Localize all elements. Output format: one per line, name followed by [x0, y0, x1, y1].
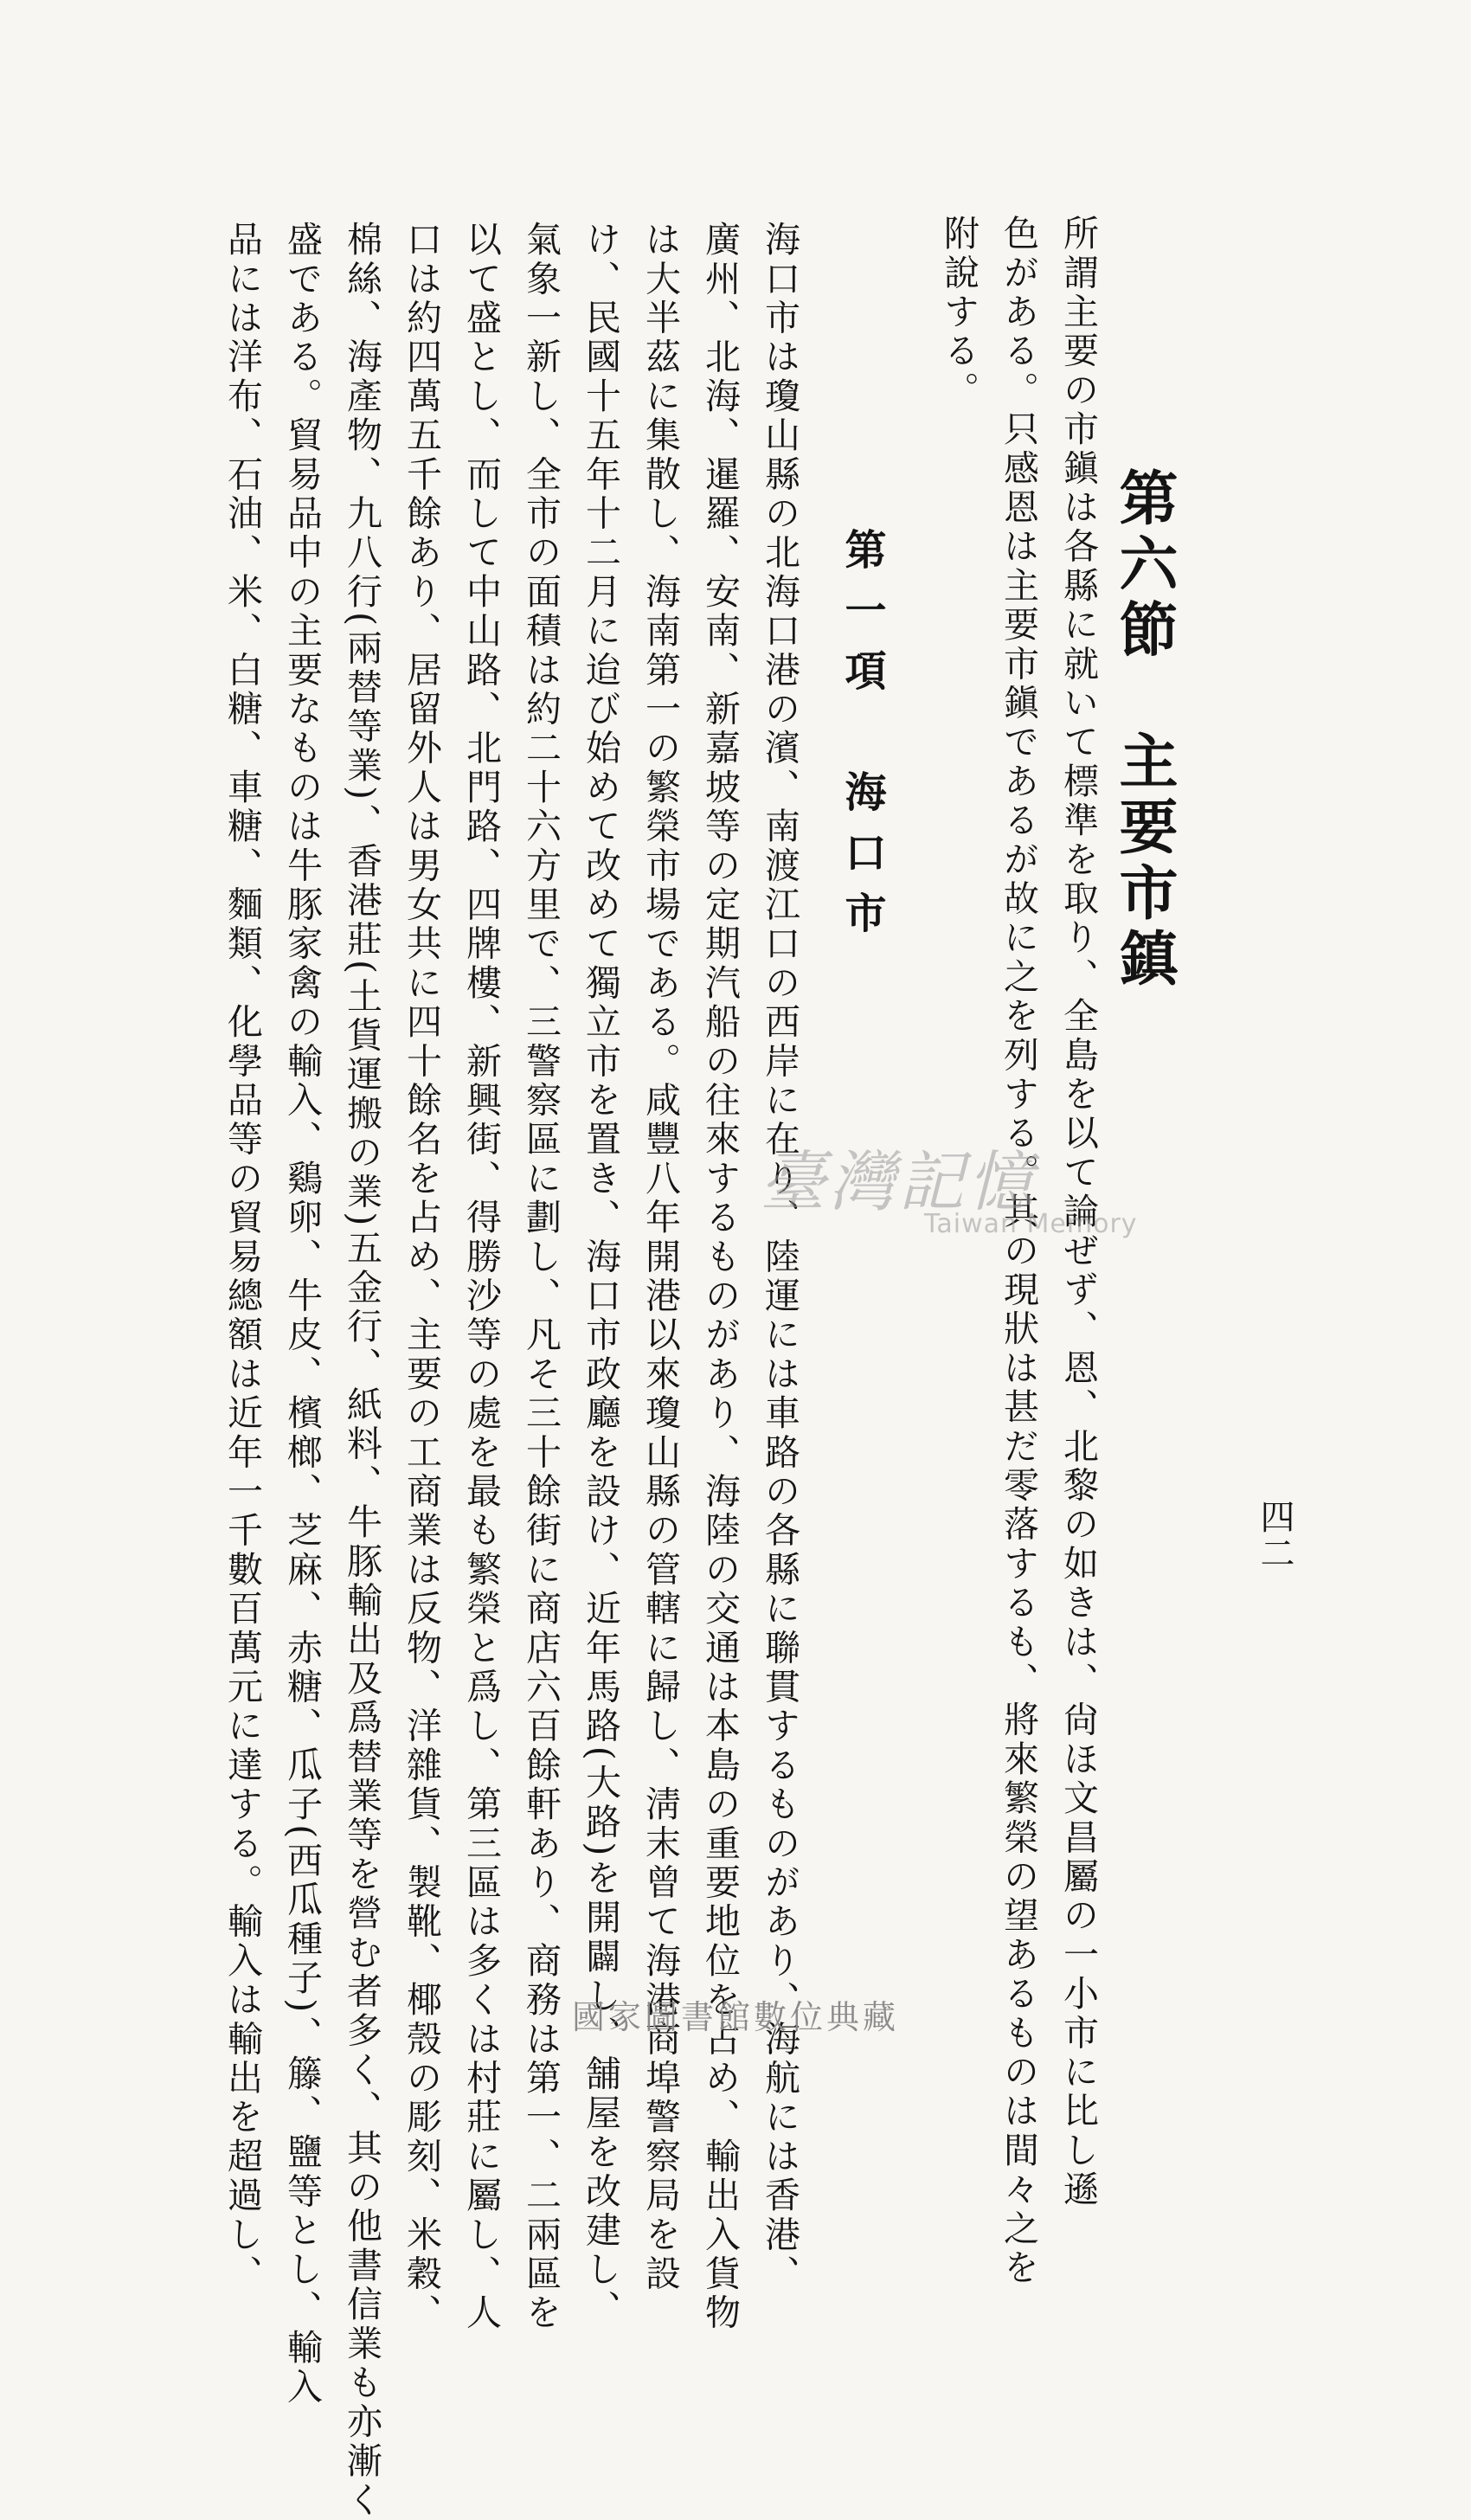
- intro-line: 色がある。只感恩は主要市鎭であるが故に之を列する。其の現狀は甚だ零落するも、將來繁榮の望あるものは間々之を: [998, 215, 1039, 2288]
- body-line: 氣象一新し、全市の面積は約二十六方里で、三警察區に劃し、凡そ三十餘街に商店六百餘軒あり、商務は第一、二兩區を: [520, 221, 562, 2333]
- subheading-haikou: 第一項 海口市: [838, 528, 886, 952]
- intro-line: 所謂主要の市鎭は各縣に就いて標準を取り、全島を以て論ぜず、恩、北黎の如きは、尙ほ文昌屬の一小市に比し遜: [1057, 215, 1099, 2210]
- body-line: 口は約四萬五千餘あり、居留外人は男女共に四十餘名を占め、主要の工商業は反物、洋雜貨、製靴、椰殼の彫刻、米穀、: [401, 221, 442, 2333]
- section-heading: 第六節 主要市鎮: [1109, 467, 1179, 993]
- page-number: 四二: [1255, 1499, 1294, 1572]
- intro-line: 附說する。: [938, 215, 980, 410]
- body-line: 海口市は瓊山縣の北海口港の濱、南渡江口の西岸に在り、陸運には車路の各縣に聯貫するものがあり、海航には香港、: [759, 221, 800, 2294]
- watermark-chinese: 臺灣記憶: [760, 1143, 1037, 1220]
- watermark-english: Taiwan Memory: [924, 1209, 1138, 1239]
- body-line: 棉絲、海產物、九八行(兩替等業)、香港莊(土貨運搬の業)五金行、紙料、牛豚輸出及爲替業等を營む者多く、其の他書信業も亦漸く: [341, 221, 382, 2520]
- body-line: 廣州、北海、暹羅、安南、新嘉坡等の定期汽船の往來するものがあり、海陸の交通は本島の重要地位を占め、輸出入貨物: [699, 221, 741, 2333]
- intro-paragraph: [917, 215, 1108, 2288]
- body-line: は大半茲に集散し、海南第一の繁榮市場である。咸豐八年開港以來瓊山縣の管轄に歸し、淸末曾て海港商埠警察局を設: [639, 221, 681, 2294]
- body-line: 盛である。貿易品中の主要なものは牛豚家禽の輸入、鷄卵、牛皮、檳榔、芝麻、赤糖、瓜子(西瓜種子)、籐、鹽等とし、輸入: [281, 221, 323, 2408]
- footer-stamp: 國家圖書館數位典藏: [571, 1998, 899, 2036]
- body-line: け、民國十五年十二月に迨び始めて改めて獨立市を置き、海口市政廳を設け、近年馬路(大路)を開闢し、舗屋を改建し、: [580, 221, 621, 2329]
- body-line: 以て盛とし、而して中山路、北門路、四牌樓、新興街、得勝沙等の處を最も繁榮と爲し、第三區は多くは村莊に屬し、人: [460, 221, 502, 2333]
- body-line: 品には洋布、石油、米、白糖、車糖、麵類、化學品等の貿易總額は近年一千數百萬元に達する。輸入は輸出を超過し、: [222, 221, 263, 2294]
